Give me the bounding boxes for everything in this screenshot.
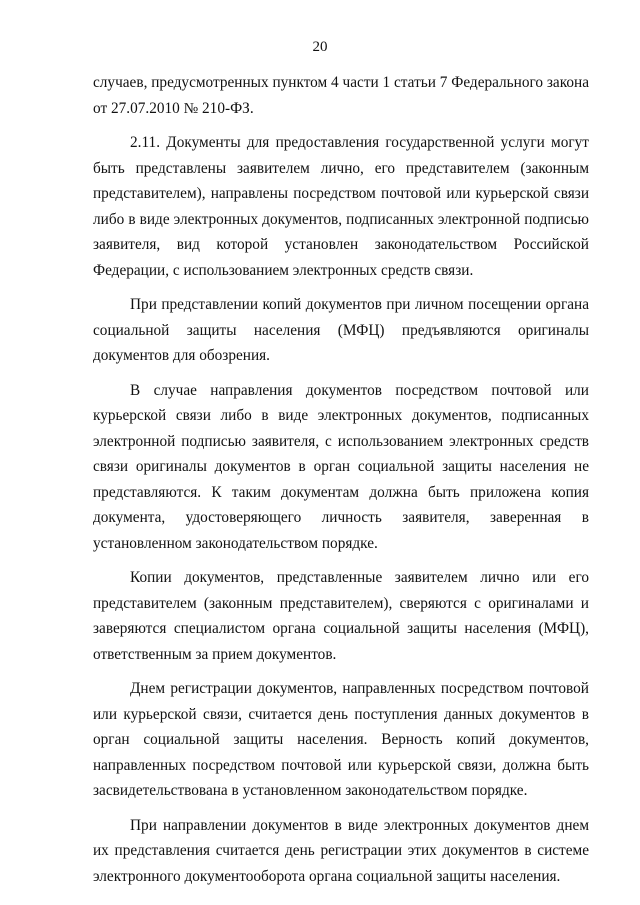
paragraph-copies-verification: Копии документов, представленные заявителем лично или его представителем (законным представителем), сверяются с оригиналами и заверяются специалистом органа социальной защиты населения (МФЦ), ответственным за прием документов. — [93, 569, 589, 663]
paragraph-continuation: случаев, предусмотренных пунктом 4 части 1 статьи 7 Федерального закона от 27.07.2010 № 210-ФЗ. — [93, 74, 589, 117]
page-number: 20 — [312, 39, 328, 55]
paragraph-electronic-registration: При направлении документов в виде электронных документов днем их представления считается день регистрации этих документов в системе электронного документооборота органа социальной защиты населения. — [93, 816, 589, 885]
paragraph-2-11: 2.11. Документы для предоставления государственной услуги могут быть представлены заявителем лично, его представителем (законным представителем), направлены посредством почтовой или курьерской связи либо в виде электронных документов, подписанных электронной подписью заявителя, вид которой установлен законодательством Российской Федерации, с использованием электронных средств связи. — [93, 134, 589, 279]
document-body — [93, 70, 589, 889]
paragraph-originals-presentation: При представлении копий документов при личном посещении органа социальной защиты населения (МФЦ) предъявляются оригиналы документов для обозрения. — [93, 296, 589, 364]
paragraph-postal-electronic: В случае направления документов посредством почтовой или курьерской связи либо в виде электронных документов, подписанных электронной подписью заявителя, с использованием электронных средств связи оригиналы документов в орган социальной защиты населения не представляются. К таким документам должна быть приложена копия документа, удостоверяющего личность заявителя, заверенная в установленном законодательством порядке. — [93, 381, 589, 552]
paragraph-registration-day: Днем регистрации документов, направленных посредством почтовой или курьерской связи, считается день поступления данных документов в орган социальной защиты населения. Верность копий документов, направленных посредством почтовой или курьерской связи, должна быть засвидетельствована в установленном законодательством порядке. — [93, 680, 589, 799]
